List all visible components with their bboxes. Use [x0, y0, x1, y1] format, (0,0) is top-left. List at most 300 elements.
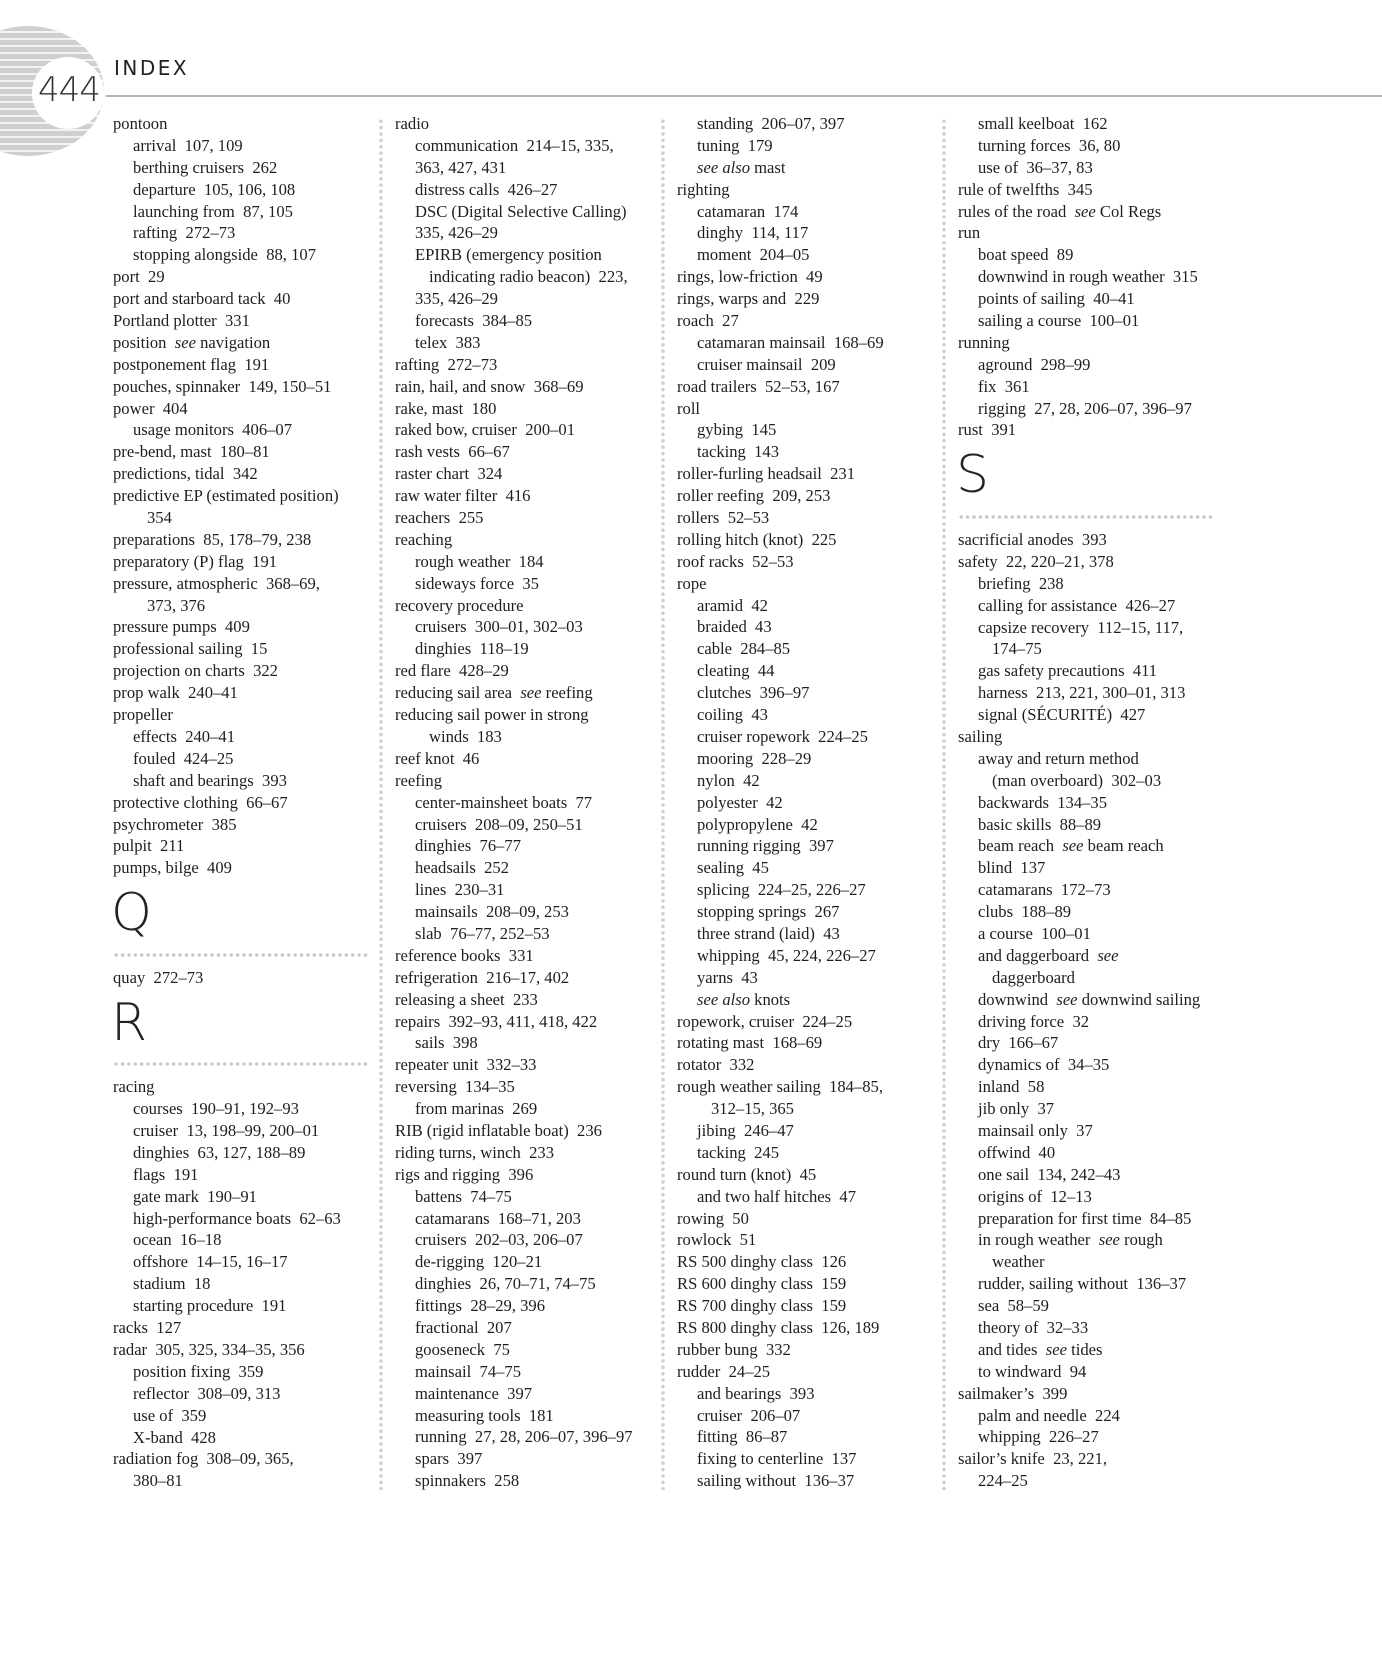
index-subentry — [395, 1229, 663, 1251]
entry-text: refrigeration 216–17, 402 — [395, 967, 570, 987]
entry-text: dinghies 63, 127, 188–89 — [133, 1142, 306, 1162]
index-subentry — [677, 792, 945, 814]
page-number: 444 — [38, 70, 100, 110]
entry-text: calling for assistance 426–27 — [978, 595, 1176, 615]
entry-text: indicating radio beacon) 223, — [429, 267, 628, 287]
entry-text: stopping alongside 88, 107 — [133, 245, 316, 265]
index-subentry — [958, 748, 1226, 770]
index-entry — [395, 748, 663, 770]
index-subentry — [958, 1011, 1226, 1033]
entry-text: radio — [395, 114, 430, 133]
index-subentry — [958, 1339, 1226, 1361]
index-entry — [113, 573, 381, 595]
entry-text: cruiser 13, 198–99, 200–01 — [133, 1121, 320, 1141]
index-subentry — [677, 222, 945, 244]
entry-text: repairs 392–93, 411, 418, 422 — [395, 1011, 598, 1031]
index-subentry — [395, 179, 663, 201]
index-entry — [958, 1383, 1226, 1405]
entry-text: gas safety precautions 411 — [978, 661, 1158, 681]
entry-text: running rigging 397 — [697, 836, 834, 856]
entry-text: safety 22, 220–21, 378 — [958, 551, 1114, 571]
entry-text: dinghies 76–77 — [415, 836, 522, 856]
entry-text: 354 — [147, 508, 172, 528]
entry-text: position — [113, 332, 175, 352]
index-subentry — [113, 1251, 381, 1273]
entry-text: inland 58 — [978, 1077, 1045, 1097]
entry-text: and daggerboard — [978, 945, 1098, 965]
entry-text: postponement flag 191 — [113, 354, 270, 374]
entry-text: sealing 45 — [697, 858, 769, 878]
entry-text: repeater unit 332–33 — [395, 1055, 537, 1075]
cross-reference-label: see — [1097, 945, 1119, 965]
index-entry — [113, 113, 381, 135]
index-entry — [113, 310, 381, 332]
entry-text: stopping springs 267 — [697, 902, 840, 922]
index-subentry — [677, 1120, 945, 1142]
index-entry — [677, 485, 945, 507]
entry-text: weather — [992, 1252, 1045, 1272]
entry-text: fouled 424–25 — [133, 748, 234, 768]
cross-reference-label: see — [174, 332, 196, 352]
index-entry — [113, 638, 381, 660]
entry-text: raked bow, cruiser 200–01 — [395, 420, 576, 440]
entry-text: origins of 12–13 — [978, 1186, 1092, 1206]
entry-text: Portland plotter 331 — [113, 311, 250, 331]
index-subentry — [958, 135, 1226, 157]
entry-text: downwind — [978, 989, 1057, 1009]
index-subentry — [677, 616, 945, 638]
index-subentry — [113, 1273, 381, 1295]
entry-text: rafting 272–73 — [133, 223, 236, 243]
entry-text: polyester 42 — [697, 792, 783, 812]
index-subentry — [958, 923, 1226, 945]
index-column-1 — [113, 113, 381, 1492]
entry-text: de-rigging 120–21 — [415, 1252, 543, 1272]
entry-text: gate mark 190–91 — [133, 1186, 257, 1206]
column-divider — [661, 118, 665, 1490]
index-subentry — [958, 967, 1226, 989]
entry-text: rafting 272–73 — [395, 354, 498, 374]
index-subentry — [113, 1229, 381, 1251]
entry-text: round turn (knot) 45 — [677, 1164, 817, 1184]
index-subentry — [395, 135, 663, 157]
index-entry — [395, 398, 663, 420]
index-subentry — [958, 879, 1226, 901]
index-subentry — [958, 354, 1226, 376]
entry-text: ropework, cruiser 224–25 — [677, 1011, 853, 1031]
index-subentry — [395, 835, 663, 857]
entry-text: preparation for first time 84–85 — [978, 1208, 1192, 1228]
entry-text: cruisers 202–03, 206–07 — [415, 1230, 583, 1250]
entry-text: beam reach — [978, 836, 1063, 856]
entry-text: pressure pumps 409 — [113, 617, 250, 637]
index-entry — [395, 595, 663, 617]
section-letter: S — [956, 445, 990, 506]
entry-text: reflector 308–09, 313 — [133, 1383, 281, 1403]
index-entry — [395, 967, 663, 989]
entry-text: gooseneck 75 — [415, 1339, 510, 1359]
index-entry — [677, 398, 945, 420]
index-subentry — [677, 1142, 945, 1164]
entry-text: preparations 85, 178–79, 238 — [113, 529, 312, 549]
entry-text: running 27, 28, 206–07, 396–97 — [415, 1427, 633, 1447]
entry-text: DSC (Digital Selective Calling) — [415, 201, 627, 221]
index-subentry — [395, 573, 663, 595]
entry-text: reducing sail power in strong — [395, 705, 589, 725]
entry-text: projection on charts 322 — [113, 661, 278, 681]
index-subentry — [958, 398, 1226, 420]
cross-reference-target: reefing — [541, 683, 593, 703]
entry-text: ocean 16–18 — [133, 1230, 222, 1250]
index-subentry — [395, 901, 663, 923]
index-entry — [113, 967, 381, 989]
entry-text: headsails 252 — [415, 858, 510, 878]
index-entry — [677, 1032, 945, 1054]
entry-text: 335, 426–29 — [415, 289, 498, 309]
index-subentry — [113, 1427, 381, 1449]
entry-text: effects 240–41 — [133, 726, 235, 746]
index-subentry — [395, 1339, 663, 1361]
entry-text: rough weather sailing 184–85, — [677, 1077, 883, 1097]
index-subentry — [395, 551, 663, 573]
index-entry — [395, 441, 663, 463]
index-subentry — [395, 857, 663, 879]
entry-text: and tides — [978, 1339, 1046, 1359]
index-subentry — [677, 989, 945, 1011]
index-subentry — [958, 1251, 1226, 1273]
index-subentry — [113, 1405, 381, 1427]
index-subentry — [395, 1251, 663, 1273]
index-subentry — [677, 1470, 945, 1492]
index-column-2 — [395, 113, 663, 1492]
index-subentry — [395, 1208, 663, 1230]
index-entry — [113, 1339, 381, 1361]
index-subentry — [113, 1470, 381, 1492]
entry-text: basic skills 88–89 — [978, 814, 1102, 834]
entry-text: forecasts 384–85 — [415, 311, 533, 331]
index-subentry — [958, 901, 1226, 923]
index-subentry — [113, 135, 381, 157]
entry-text: rudder, sailing without 136–37 — [978, 1274, 1187, 1294]
index-subentry — [113, 1295, 381, 1317]
entry-text: port and starboard tack 40 — [113, 289, 291, 309]
entry-text: roller-furling headsail 231 — [677, 464, 855, 484]
index-subentry — [677, 157, 945, 179]
index-entry — [677, 1229, 945, 1251]
page-title: INDEX — [114, 56, 190, 80]
entry-text: sea 58–59 — [978, 1296, 1049, 1316]
index-entry — [958, 201, 1226, 223]
index-entry — [113, 398, 381, 420]
index-subentry — [113, 1164, 381, 1186]
index-subentry — [395, 1317, 663, 1339]
index-entry — [677, 1339, 945, 1361]
entry-text: raw water filter 416 — [395, 486, 531, 506]
index-entry — [677, 1273, 945, 1295]
index-subentry — [395, 726, 663, 748]
index-subentry — [958, 113, 1226, 135]
index-subentry — [395, 332, 663, 354]
entry-text: winds 183 — [429, 726, 502, 746]
cross-reference-label: see — [1056, 989, 1078, 1009]
index-entry — [113, 441, 381, 463]
entry-text: sailing a course 100–01 — [978, 311, 1140, 331]
index-entry — [958, 529, 1226, 551]
index-subentry — [395, 1383, 663, 1405]
index-entry — [958, 1448, 1226, 1470]
entry-text: clubs 188–89 — [978, 902, 1072, 922]
cross-reference-target: rough — [1119, 1230, 1163, 1250]
entry-text: rudder 24–25 — [677, 1361, 771, 1381]
index-subentry — [958, 617, 1226, 639]
index-entry — [113, 551, 381, 573]
index-entry — [677, 288, 945, 310]
cross-reference-label: see — [1098, 1230, 1120, 1250]
index-subentry — [958, 1317, 1226, 1339]
entry-text: sailmaker’s 399 — [958, 1383, 1068, 1403]
index-subentry — [958, 1098, 1226, 1120]
entry-text: roll — [677, 398, 701, 418]
entry-text: pouches, spinnaker 149, 150–51 — [113, 376, 332, 396]
entry-text: rings, low-friction 49 — [677, 267, 823, 287]
entry-text: 380–81 — [133, 1471, 183, 1491]
index-subentry — [395, 1426, 663, 1448]
index-subentry — [677, 1405, 945, 1427]
entry-text: sideways force 35 — [415, 573, 539, 593]
index-subentry — [958, 1229, 1226, 1251]
index-subentry — [113, 244, 381, 266]
cross-reference-label: see also — [697, 157, 750, 177]
index-entry — [677, 1011, 945, 1033]
entry-text: pre-bend, mast 180–81 — [113, 442, 270, 462]
index-entry — [113, 1076, 381, 1098]
index-subentry — [113, 726, 381, 748]
entry-text: catamarans 172–73 — [978, 880, 1111, 900]
entry-text: port 29 — [113, 267, 165, 287]
entry-text: telex 383 — [415, 332, 481, 352]
entry-text: measuring tools 181 — [415, 1405, 554, 1425]
index-entry — [677, 179, 945, 201]
index-subentry — [958, 1295, 1226, 1317]
index-entry — [958, 726, 1226, 748]
cross-reference-label: see also — [697, 989, 750, 1009]
index-subentry — [958, 770, 1226, 792]
dotted-divider — [113, 1062, 369, 1066]
index-entry — [113, 792, 381, 814]
cross-reference-target: downwind sailing — [1077, 989, 1201, 1009]
index-subentry — [395, 879, 663, 901]
entry-text: battens 74–75 — [415, 1186, 512, 1206]
entry-text: lines 230–31 — [415, 880, 505, 900]
entry-text: RS 600 dinghy class 159 — [677, 1274, 847, 1294]
index-subentry — [395, 310, 663, 332]
index-subentry — [958, 660, 1226, 682]
index-subentry — [958, 1186, 1226, 1208]
entry-text: aramid 42 — [697, 595, 768, 615]
index-subentry — [677, 244, 945, 266]
index-subentry — [958, 310, 1226, 332]
entry-text: spars 397 — [415, 1449, 483, 1469]
index-subentry — [677, 638, 945, 660]
index-subentry — [395, 814, 663, 836]
entry-text: capsize recovery 112–15, 117, — [978, 617, 1184, 637]
entry-text: dynamics of 34–35 — [978, 1055, 1110, 1075]
index-subentry — [958, 1273, 1226, 1295]
entry-text: berthing cruisers 262 — [133, 157, 278, 177]
entry-text: coiling 43 — [697, 705, 768, 725]
entry-text: fitting 86–87 — [697, 1427, 788, 1447]
index-subentry — [113, 507, 381, 529]
entry-text: RS 700 dinghy class 159 — [677, 1296, 847, 1316]
index-subentry — [677, 419, 945, 441]
entry-text: propeller — [113, 705, 173, 725]
index-subentry — [677, 332, 945, 354]
index-subentry — [677, 857, 945, 879]
entry-text: signal (SÉCURITÉ) 427 — [978, 705, 1146, 725]
entry-text: catamaran mainsail 168–69 — [697, 332, 884, 352]
index-entry — [677, 573, 945, 595]
entry-text: sails 398 — [415, 1033, 478, 1053]
entry-text: launching from 87, 105 — [133, 201, 293, 221]
index-entry — [113, 376, 381, 398]
entry-text: starting procedure 191 — [133, 1296, 287, 1316]
entry-text: small keelboat 162 — [978, 114, 1108, 133]
index-subentry — [395, 157, 663, 179]
entry-text: use of 359 — [133, 1405, 207, 1425]
index-entry — [677, 1054, 945, 1076]
index-entry — [395, 113, 663, 135]
cross-reference-target: knots — [750, 989, 791, 1009]
index-subentry — [958, 835, 1226, 857]
entry-text: rope — [677, 573, 707, 593]
index-subentry — [958, 1054, 1226, 1076]
entry-text: fixing to centerline 137 — [697, 1449, 857, 1469]
entry-text: sailing — [958, 726, 1003, 746]
entry-text: rust 391 — [958, 420, 1017, 440]
index-entry — [395, 419, 663, 441]
entry-text: communication 214–15, 335, — [415, 135, 614, 155]
index-entry — [958, 551, 1226, 573]
entry-text: cleating 44 — [697, 661, 775, 681]
entry-text: 312–15, 365 — [711, 1099, 794, 1119]
index-subentry — [677, 704, 945, 726]
index-entry — [395, 1164, 663, 1186]
entry-text: whipping 45, 224, 226–27 — [697, 945, 876, 965]
index-entry — [677, 529, 945, 551]
entry-text: pumps, bilge 409 — [113, 858, 232, 878]
entry-text: fractional 207 — [415, 1317, 512, 1337]
index-entry — [958, 179, 1226, 201]
index-entry — [677, 1076, 945, 1098]
entry-text: arrival 107, 109 — [133, 135, 243, 155]
entry-text: rowing 50 — [677, 1208, 749, 1228]
entry-text: rotating mast 168–69 — [677, 1033, 823, 1053]
index-entry — [395, 529, 663, 551]
index-subentry — [395, 923, 663, 945]
index-subentry — [395, 1032, 663, 1054]
entry-text: blind 137 — [978, 858, 1046, 878]
index-entry — [677, 1295, 945, 1317]
index-entry — [395, 1142, 663, 1164]
entry-text: rules of the road — [958, 201, 1075, 221]
entry-text: radar 305, 325, 334–35, 356 — [113, 1339, 305, 1359]
index-subentry — [958, 1164, 1226, 1186]
entry-text: 224–25 — [978, 1471, 1028, 1491]
entry-text: clutches 396–97 — [697, 683, 810, 703]
dotted-divider — [113, 953, 369, 957]
index-subentry — [395, 616, 663, 638]
entry-text: righting — [677, 179, 730, 199]
index-entry — [113, 463, 381, 485]
entry-text: roller reefing 209, 253 — [677, 486, 831, 506]
index-subentry — [395, 1186, 663, 1208]
entry-text: cruisers 300–01, 302–03 — [415, 617, 583, 637]
entry-text: courses 190–91, 192–93 — [133, 1099, 299, 1119]
index-subentry — [958, 704, 1226, 726]
entry-text: radiation fog 308–09, 365, — [113, 1449, 294, 1469]
entry-text: releasing a sheet 233 — [395, 989, 538, 1009]
index-entry — [113, 354, 381, 376]
index-subentry — [677, 135, 945, 157]
index-subentry — [958, 792, 1226, 814]
index-subentry — [958, 1426, 1226, 1448]
entry-text: use of 36–37, 83 — [978, 157, 1093, 177]
entry-text: shaft and bearings 393 — [133, 770, 287, 790]
index-entry — [113, 332, 381, 354]
index-entry — [395, 704, 663, 726]
entry-text: dry 166–67 — [978, 1033, 1059, 1053]
entry-text: RS 800 dinghy class 126, 189 — [677, 1317, 880, 1337]
entry-text: rigs and rigging 396 — [395, 1164, 534, 1184]
entry-text: reversing 134–35 — [395, 1077, 515, 1097]
entry-text: reference books 331 — [395, 945, 534, 965]
entry-text: (man overboard) 302–03 — [992, 770, 1162, 790]
cross-reference-label: see — [1074, 201, 1096, 221]
index-subentry — [677, 835, 945, 857]
index-subentry — [677, 1383, 945, 1405]
cross-reference-label: see — [1045, 1339, 1067, 1359]
index-entry — [395, 945, 663, 967]
entry-text: in rough weather — [978, 1230, 1099, 1250]
index-entry — [395, 1076, 663, 1098]
index-entry — [677, 266, 945, 288]
entry-text: center-mainsheet boats 77 — [415, 792, 593, 812]
index-entry — [677, 1251, 945, 1273]
entry-text: sacrificial anodes 393 — [958, 529, 1107, 549]
index-subentry — [395, 222, 663, 244]
entry-text: gybing 145 — [697, 420, 777, 440]
entry-text: tuning 179 — [697, 135, 773, 155]
index-subentry — [958, 288, 1226, 310]
index-subentry — [395, 1098, 663, 1120]
entry-text: dinghies 118–19 — [415, 639, 529, 659]
index-entry — [395, 1054, 663, 1076]
entry-text: mooring 228–29 — [697, 748, 812, 768]
entry-text: flags 191 — [133, 1164, 199, 1184]
index-entry — [677, 1208, 945, 1230]
index-subentry — [958, 1361, 1226, 1383]
index-subentry — [958, 595, 1226, 617]
entry-text: maintenance 397 — [415, 1383, 533, 1403]
entry-text: catamaran 174 — [697, 201, 799, 221]
index-subentry — [113, 201, 381, 223]
entry-text: splicing 224–25, 226–27 — [697, 880, 866, 900]
entry-text: and bearings 393 — [697, 1383, 815, 1403]
entry-text: 335, 426–29 — [415, 223, 498, 243]
entry-text: 373, 376 — [147, 595, 206, 615]
index-entry — [395, 770, 663, 792]
index-entry — [113, 616, 381, 638]
